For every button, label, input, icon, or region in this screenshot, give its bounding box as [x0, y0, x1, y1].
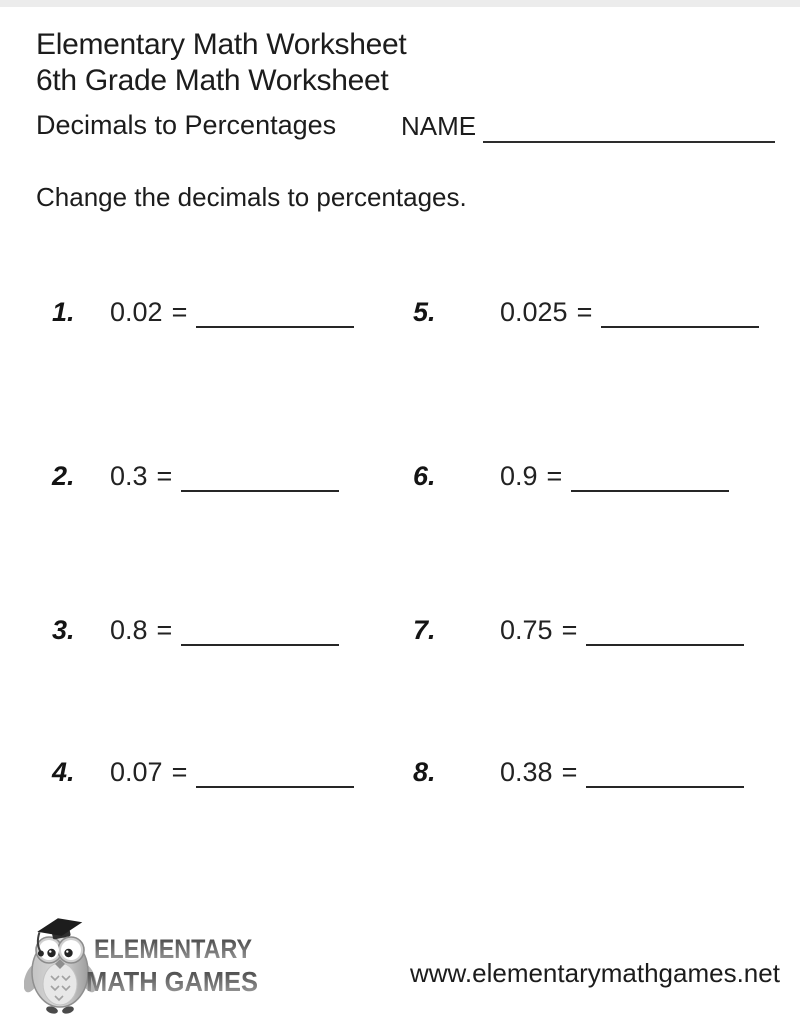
problem-3-number: 3.: [52, 615, 75, 645]
problem-6-answer-blank[interactable]: [571, 490, 729, 492]
name-field-group: [401, 111, 775, 143]
problem-1: [52, 297, 354, 328]
problem-4-equals-sign: =: [171, 757, 188, 787]
problem-3-equals-sign: =: [156, 615, 173, 645]
worksheet-subtitle: Decimals to Percentages: [36, 110, 337, 140]
problem-1-answer-blank[interactable]: [196, 326, 354, 328]
worksheet-title-line1: Elementary Math Worksheet: [36, 28, 407, 61]
elementary-math-games-logo: [24, 910, 264, 1018]
name-blank-line[interactable]: [483, 141, 775, 143]
problem-6-equals-sign: =: [546, 461, 563, 491]
problem-5-equals-sign: =: [576, 297, 593, 327]
problem-2-equals-sign: =: [156, 461, 173, 491]
problem-5-decimal: 0.025: [500, 297, 568, 327]
problem-8-equals-sign: =: [561, 757, 578, 787]
problem-8: [413, 757, 744, 788]
problem-7: [413, 615, 744, 646]
problem-8-answer-blank[interactable]: [586, 786, 744, 788]
problem-1-number: 1.: [52, 297, 75, 327]
problem-2: [52, 461, 339, 492]
problem-7-equals-sign: =: [561, 615, 578, 645]
problem-6: [413, 461, 729, 492]
problem-1-equals-sign: =: [171, 297, 188, 327]
owl-graduate-icon: [24, 913, 100, 1014]
instructions-text: Change the decimals to percentages.: [36, 182, 467, 212]
problem-8-number: 8.: [413, 757, 436, 787]
problem-4-decimal: 0.07: [110, 757, 163, 787]
name-label: NAME: [401, 111, 477, 141]
problem-5-answer-blank[interactable]: [601, 326, 759, 328]
website-url: www.elementarymathgames.net: [410, 958, 780, 988]
logo-text-line1: ELEMENTARY: [94, 934, 252, 964]
page-top-edge: [0, 0, 800, 7]
problem-4-number: 4.: [52, 757, 75, 787]
problem-4: [52, 757, 354, 788]
problem-8-decimal: 0.38: [500, 757, 553, 787]
worksheet-title-line2: 6th Grade Math Worksheet: [36, 64, 389, 97]
problem-3-answer-blank[interactable]: [181, 644, 339, 646]
logo-text-line2: MATH GAMES: [86, 966, 258, 997]
problem-3: [52, 615, 339, 646]
problem-4-answer-blank[interactable]: [196, 786, 354, 788]
problem-6-number: 6.: [413, 461, 436, 491]
problem-1-decimal: 0.02: [110, 297, 163, 327]
problem-7-decimal: 0.75: [500, 615, 553, 645]
problem-2-number: 2.: [52, 461, 75, 491]
problem-6-decimal: 0.9: [500, 461, 538, 491]
problem-2-decimal: 0.3: [110, 461, 148, 491]
problem-7-answer-blank[interactable]: [586, 644, 744, 646]
problem-7-number: 7.: [413, 615, 436, 645]
problem-3-decimal: 0.8: [110, 615, 148, 645]
problem-5-number: 5.: [413, 297, 436, 327]
problem-5: [413, 297, 759, 328]
problem-2-answer-blank[interactable]: [181, 490, 339, 492]
